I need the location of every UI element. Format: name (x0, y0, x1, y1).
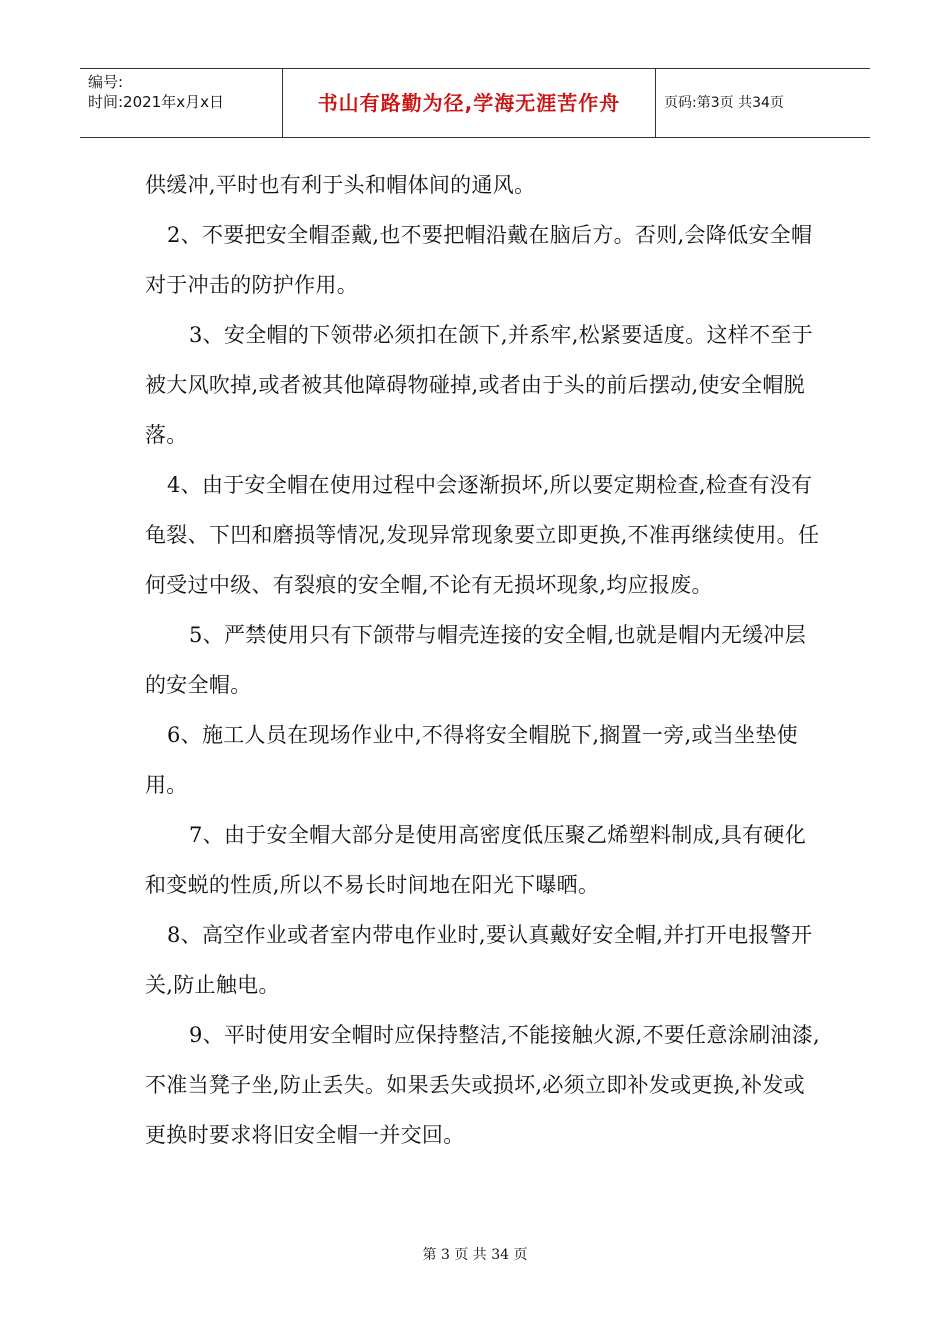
page-header (80, 68, 870, 138)
header-page-cell (656, 69, 870, 137)
paragraph-item-3: 3、安全帽的下领带必须扣在颌下,并系牢,松紧要适度。这样不至于被大风吹掉,或者被其他障碍物碰掉,或者由于头的前后摆动,使安全帽脱落。 (145, 323, 814, 447)
paragraph-item-9: 9、平时使用安全帽时应保持整洁,不能接触火源,不要任意涂刷油漆,不准当凳子坐,防止丢失。如果丢失或损坏,必须立即补发或更换,补发或更换时要求将旧安全帽一并交回。 (145, 1023, 820, 1147)
header-page-info: 页码:第3页 共34页 (664, 95, 784, 111)
page-footer: 第 3 页 共 34 页 (422, 1247, 528, 1263)
paragraph-item-8: 8、高空作业或者室内带电作业时,要认真戴好安全帽,并打开电报警开关,防止触电。 (145, 923, 813, 997)
paragraph-continuation: 供缓冲,平时也有利于头和帽体间的通风。 (145, 173, 536, 197)
paragraph-item-2: 2、不要把安全帽歪戴,也不要把帽沿戴在脑后方。否则,会降低安全帽对于冲击的防护作用。 (145, 223, 813, 297)
header-motto: 书山有路勤为径,学海无涯苦作舟 (317, 91, 621, 115)
paragraph-item-7: 7、由于安全帽大部分是使用高密度低压聚乙烯塑料制成,具有硬化和变蜕的性质,所以不易长时间地在阳光下曝晒。 (145, 823, 807, 897)
header-meta-cell (80, 69, 283, 137)
paragraph-item-6: 6、施工人员在现场作业中,不得将安全帽脱下,搁置一旁,或当坐垫使用。 (145, 723, 798, 797)
document-date-label: 时间:2021年x月x日 (88, 93, 224, 111)
paragraph-item-5: 5、严禁使用只有下颌带与帽壳连接的安全帽,也就是帽内无缓冲层的安全帽。 (145, 623, 807, 697)
document-number-label: 编号: (88, 73, 124, 91)
paragraph-item-4: 4、由于安全帽在使用过程中会逐渐损坏,所以要定期检查,检查有没有龟裂、下凹和磨损等情况,发现异常现象要立即更换,不准再继续使用。任何受过中级、有裂痕的安全帽,不论有无损坏现象,均应报废。 (145, 473, 820, 597)
header-motto-cell (283, 69, 656, 137)
document-body (145, 160, 825, 1160)
